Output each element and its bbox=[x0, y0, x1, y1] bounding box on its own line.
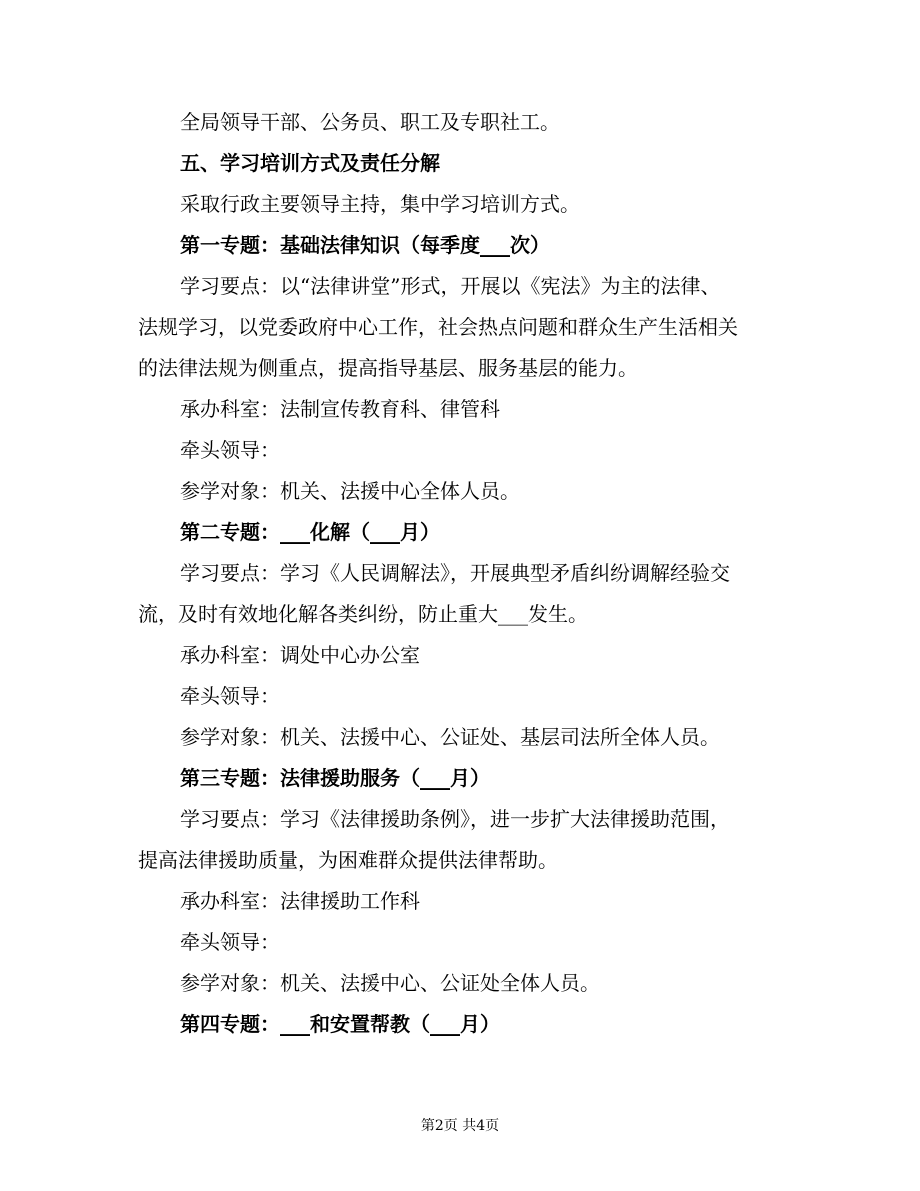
paragraph-line: 提高法律援助质量，为困难群众提供法律帮助。 bbox=[138, 848, 558, 872]
paragraph-line: 法规学习，以党委政府中心工作，社会热点问题和群众生产生活相关 bbox=[138, 315, 738, 339]
topic-heading-1: 第一专题：基础法律知识（每季度___次） bbox=[180, 233, 550, 257]
paragraph-line: 学习要点：学习《人民调解法》，开展典型矛盾纠纷调解经验交 bbox=[180, 561, 730, 585]
paragraph-line: 学习要点：以“法律讲堂”形式，开展以《宪法》为主的法律、 bbox=[180, 274, 721, 298]
section-heading: 五、学习培训方式及责任分解 bbox=[180, 151, 440, 175]
paragraph-line: 采取行政主要领导主持，集中学习培训方式。 bbox=[180, 192, 580, 216]
paragraph-line: 参学对象：机关、法援中心全体人员。 bbox=[180, 479, 520, 503]
paragraph-line: 承办科室：调处中心办公室 bbox=[180, 643, 420, 667]
paragraph-line: 牵头领导： bbox=[180, 438, 280, 462]
paragraph-line: 牵头领导： bbox=[180, 930, 280, 954]
paragraph-line: 流，及时有效地化解各类纠纷，防止重大___发生。 bbox=[138, 602, 588, 626]
paragraph-line: 的法律法规为侧重点，提高指导基层、服务基层的能力。 bbox=[138, 356, 638, 380]
paragraph-line: 牵头领导： bbox=[180, 684, 280, 708]
paragraph-line: 学习要点：学习《法律援助条例》，进一步扩大法律援助范围， bbox=[180, 807, 730, 831]
paragraph-line: 承办科室：法制宣传教育科、律管科 bbox=[180, 397, 500, 421]
paragraph-line: 承办科室：法律援助工作科 bbox=[180, 889, 420, 913]
paragraph-line: 参学对象：机关、法援中心、公证处、基层司法所全体人员。 bbox=[180, 725, 720, 749]
paragraph-line: 全局领导干部、公务员、职工及专职社工。 bbox=[180, 110, 560, 134]
topic-heading-3: 第三专题：法律援助服务（___月） bbox=[180, 766, 490, 790]
topic-heading-4: 第四专题：___和安置帮教（___月） bbox=[180, 1012, 500, 1036]
topic-heading-2: 第二专题：___化解（___月） bbox=[180, 520, 440, 544]
paragraph-line: 参学对象：机关、法援中心、公证处全体人员。 bbox=[180, 971, 600, 995]
page-number-footer: 第2页 共4页 bbox=[420, 1118, 500, 1134]
